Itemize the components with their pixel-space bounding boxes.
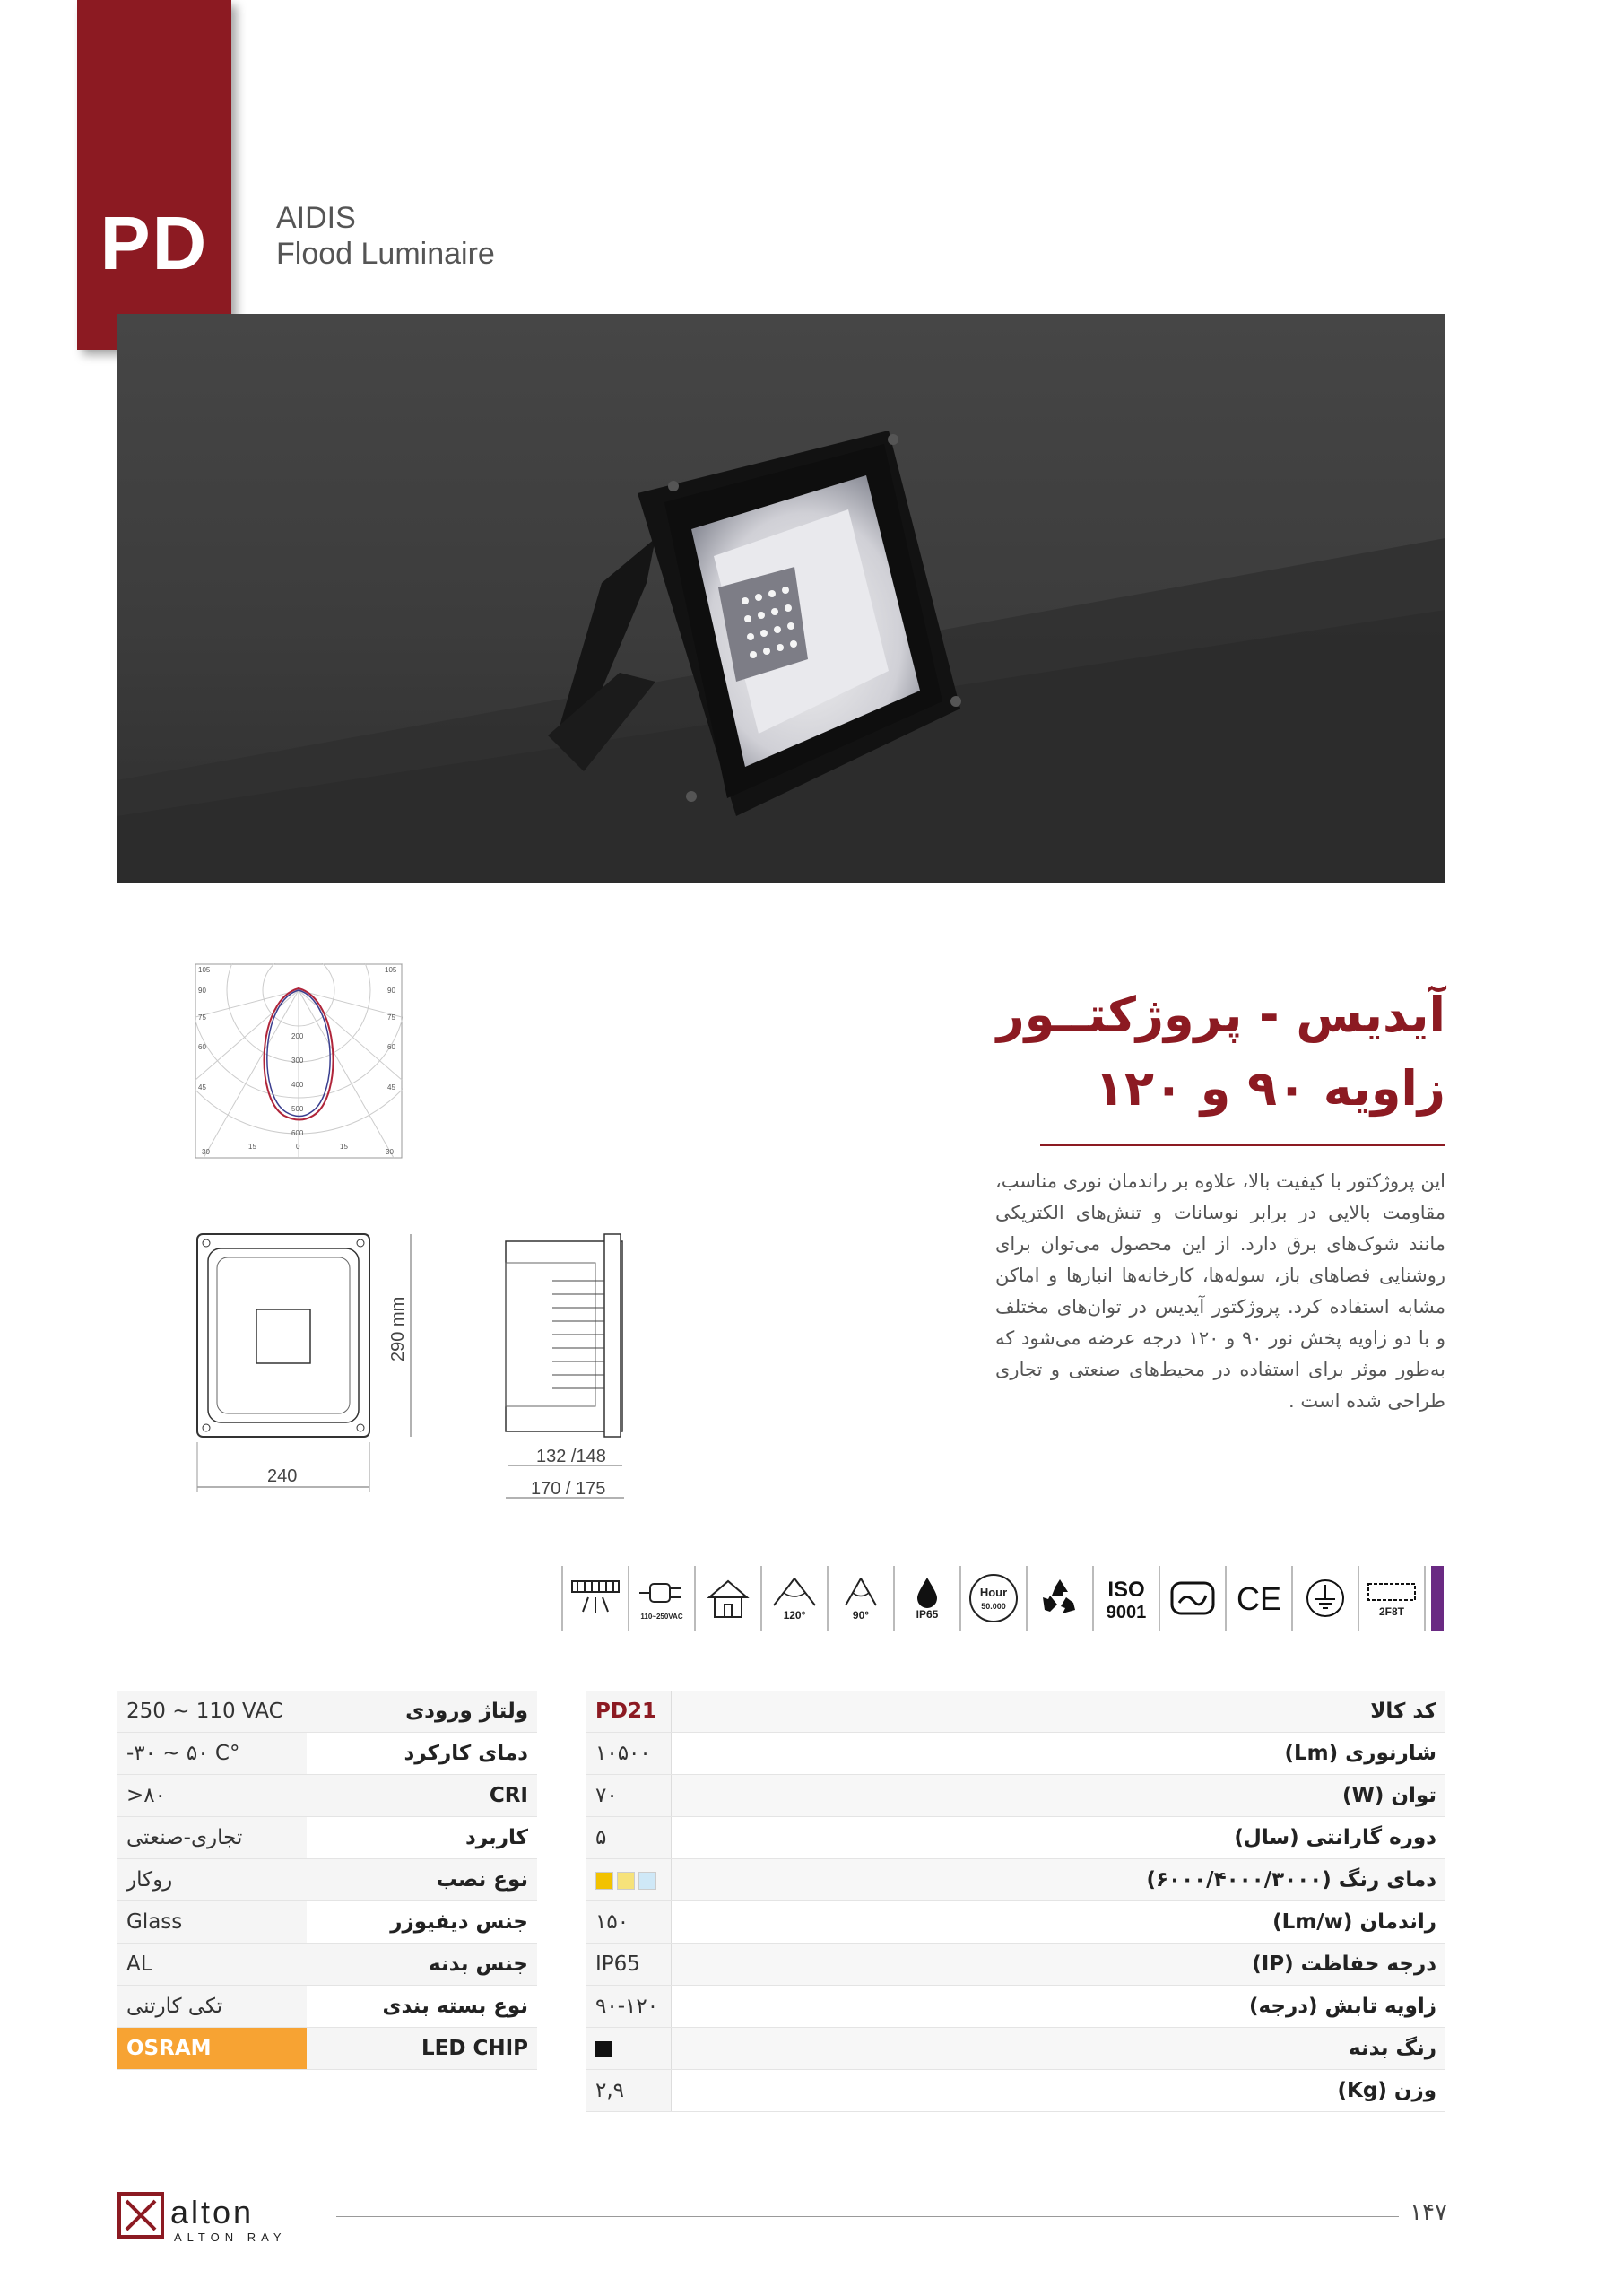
table-row <box>586 1691 1445 1733</box>
recycle-icon <box>1028 1566 1094 1631</box>
table-row <box>586 2028 1445 2070</box>
table-row <box>117 1691 537 1733</box>
alton-logo-icon <box>117 2192 164 2242</box>
polar-label: 75 <box>387 1013 395 1022</box>
logo-wordmark: alton <box>170 2194 255 2231</box>
product-code: PD <box>100 201 209 285</box>
polar-label: 15 <box>248 1143 256 1151</box>
voltage-caption: 110~250VAC <box>640 1612 683 1621</box>
table-row <box>586 1817 1445 1859</box>
table-row <box>586 1986 1445 2028</box>
polar-label: 60 <box>198 1043 206 1051</box>
polar-light-distribution-diagram <box>195 963 403 1162</box>
spec-value: ۹۰-۱۲۰ <box>586 1986 672 2028</box>
polar-label: 45 <box>387 1083 395 1091</box>
polar-radial-label: 200 <box>291 1032 304 1040</box>
ip65-icon <box>895 1566 961 1631</box>
polar-label: 75 <box>198 1013 206 1022</box>
beam-120-icon <box>762 1566 829 1631</box>
spec-value: AL <box>117 1944 307 1986</box>
spec-table-product <box>586 1691 1445 2112</box>
width-dimension: 240 <box>267 1466 298 1486</box>
spec-label: راندمان (Lm/w) <box>672 1901 1446 1944</box>
spec-value: >۸۰ <box>117 1775 307 1817</box>
polar-radial-label: 400 <box>291 1081 304 1089</box>
spec-value: -۳۰ ~ ۵۰ C° <box>117 1733 307 1775</box>
spec-label: دمای کارکرد <box>307 1733 537 1775</box>
svg-text:9001: 9001 <box>1106 1603 1147 1622</box>
color-temperature-swatches <box>586 1859 672 1901</box>
table-row <box>117 2028 537 2070</box>
height-dimension: 290 mm <box>388 1296 408 1361</box>
product-description: این پروژکتور با کیفیت بالا، علاوه بر راندمان نوری مناسب، مقاومت بالایی در برابر نوسانات و تنش‌های الکتریکی مانند شوک‌های برق دارد. از این محصول می‌توان برای روشنایی فضاهای باز، سوله‌ها، کارخانه‌ها انبارها و اماکن مشابه استفاده کرد. پروژکتور آیدیس در توان‌های مختلف و با دو زاویه پخش نور ۹۰ و ۱۲۰ درجه عرضه می‌شود که به‌طور موثر برای استفاده در محیط‌های صنعتی و تجاری طراحی شده است . <box>995 1170 1445 1412</box>
product-family: Flood Luminaire <box>276 237 495 271</box>
table-row <box>586 1944 1445 1986</box>
spec-value: روکار <box>117 1859 307 1901</box>
spec-value: Glass <box>117 1901 307 1944</box>
table-row <box>117 1817 537 1859</box>
beam-90-icon <box>829 1566 895 1631</box>
black-swatch <box>595 2041 612 2057</box>
spec-value: 250 ~ 110 VAC <box>117 1691 307 1733</box>
product-code-value: PD21 <box>586 1691 672 1733</box>
table-row <box>586 1859 1445 1901</box>
side-dimension-drawing <box>499 1227 633 1509</box>
polar-label: 45 <box>198 1083 206 1091</box>
table-row <box>117 1986 537 2028</box>
polar-label: 105 <box>198 966 211 974</box>
svg-text:Hour: Hour <box>979 1586 1008 1599</box>
product-hero-image <box>117 314 1445 883</box>
beam-90-caption: 90° <box>852 1609 870 1622</box>
spec-value: ۱۰۵۰۰ <box>586 1733 672 1775</box>
color-swatch <box>617 1872 635 1890</box>
spec-label: شارنوری (Lm) <box>672 1733 1446 1775</box>
polar-radial-label: 600 <box>291 1129 304 1137</box>
page-number: ۱۴۷ <box>1410 2199 1447 2226</box>
polar-label: 90 <box>198 987 206 995</box>
footer-divider <box>336 2216 1399 2217</box>
spec-value: IP65 <box>586 1944 672 1986</box>
table-row <box>117 1859 537 1901</box>
spec-label: توان (W) <box>672 1775 1446 1817</box>
indoor-home-icon <box>696 1566 762 1631</box>
table-row <box>586 1733 1445 1775</box>
driver-2f8t-icon <box>1359 1566 1426 1631</box>
polar-label: 90 <box>387 987 395 995</box>
spec-table-general <box>117 1691 537 2070</box>
product-title: آیدیس - پروژکتــور <box>996 987 1445 1043</box>
spec-label: رنگ بدنه <box>672 2028 1446 2070</box>
brand-name: AIDIS <box>276 201 356 235</box>
spec-label: وزن (Kg) <box>672 2070 1446 2112</box>
polar-label: 60 <box>387 1043 395 1051</box>
depth-dimension: 132 /148 <box>536 1447 606 1466</box>
spec-label: LED CHIP <box>307 2028 537 2070</box>
svg-text:50.000: 50.000 <box>981 1602 1006 1611</box>
product-code-tab <box>77 0 231 350</box>
color-swatch <box>638 1872 656 1890</box>
table-row <box>117 1944 537 1986</box>
led-chip-brand-badge: OSRAM <box>117 2028 307 2070</box>
beam-120-caption: 120° <box>783 1609 806 1622</box>
color-swatch <box>595 1872 613 1890</box>
polar-label: 30 <box>386 1148 394 1156</box>
table-row <box>586 1775 1445 1817</box>
spec-label: نوع بسته بندی <box>307 1986 537 2028</box>
icons-accent-bar <box>1431 1566 1444 1631</box>
heatsink-icon <box>561 1566 629 1631</box>
polar-label: 0 <box>296 1143 300 1151</box>
overall-depth-dimension: 170 / 175 <box>531 1479 606 1499</box>
logo-subtitle: ALTON RAY <box>174 2231 287 2244</box>
spec-label: دمای رنگ (۶۰۰۰/۴۰۰۰/۳۰۰۰) <box>672 1859 1446 1901</box>
body-color-swatch <box>586 2028 672 2070</box>
iso9001-icon <box>1094 1566 1160 1631</box>
spec-value: ۱۵۰ <box>586 1901 672 1944</box>
table-row <box>117 1775 537 1817</box>
spec-label: جنس دیفیوزر <box>307 1901 537 1944</box>
table-row <box>586 2070 1445 2112</box>
polar-label: 30 <box>202 1148 210 1156</box>
feature-icons-row <box>561 1566 1444 1631</box>
table-row <box>586 1901 1445 1944</box>
spec-value: ۲,۹ <box>586 2070 672 2112</box>
table-row <box>117 1733 537 1775</box>
spec-label: دوره گارانتی (سال) <box>672 1817 1446 1859</box>
driver-caption: 2F8T <box>1378 1605 1404 1618</box>
spec-label: ولتاژ ورودی <box>307 1691 537 1733</box>
spec-label: جنس بدنه <box>307 1944 537 1986</box>
polar-label: 105 <box>385 966 397 974</box>
spec-value: ۵ <box>586 1817 672 1859</box>
spec-value: تکی کارتنی <box>117 1986 307 2028</box>
earth-ground-icon <box>1293 1566 1359 1631</box>
polar-label: 15 <box>340 1143 348 1151</box>
polar-radial-label: 500 <box>291 1105 304 1113</box>
svg-text:CE: CE <box>1236 1580 1282 1617</box>
lifetime-hour-icon <box>961 1566 1028 1631</box>
spec-label: CRI <box>307 1775 537 1817</box>
spec-value: تجاری-صنعتی <box>117 1817 307 1859</box>
spec-label: نوع نصب <box>307 1859 537 1901</box>
table-row <box>117 1901 537 1944</box>
standard-mark-icon <box>1160 1566 1227 1631</box>
spec-label: کاربرد <box>307 1817 537 1859</box>
ce-mark-icon <box>1227 1566 1293 1631</box>
spec-label: کد کالا <box>672 1691 1446 1733</box>
front-dimension-drawing <box>188 1227 421 1509</box>
polar-radial-label: 300 <box>291 1057 304 1065</box>
spec-label: درجه حفاظت (IP) <box>672 1944 1446 1986</box>
product-subtitle: زاویه ۹۰ و ۱۲۰ <box>1095 1060 1445 1117</box>
voltage-plug-icon <box>629 1566 696 1631</box>
title-divider <box>1040 1144 1445 1146</box>
svg-text:ISO: ISO <box>1107 1578 1145 1602</box>
spec-value: ۷۰ <box>586 1775 672 1817</box>
spec-label: زاویه تابش (درجه) <box>672 1986 1446 2028</box>
ip65-caption: IP65 <box>916 1608 939 1621</box>
